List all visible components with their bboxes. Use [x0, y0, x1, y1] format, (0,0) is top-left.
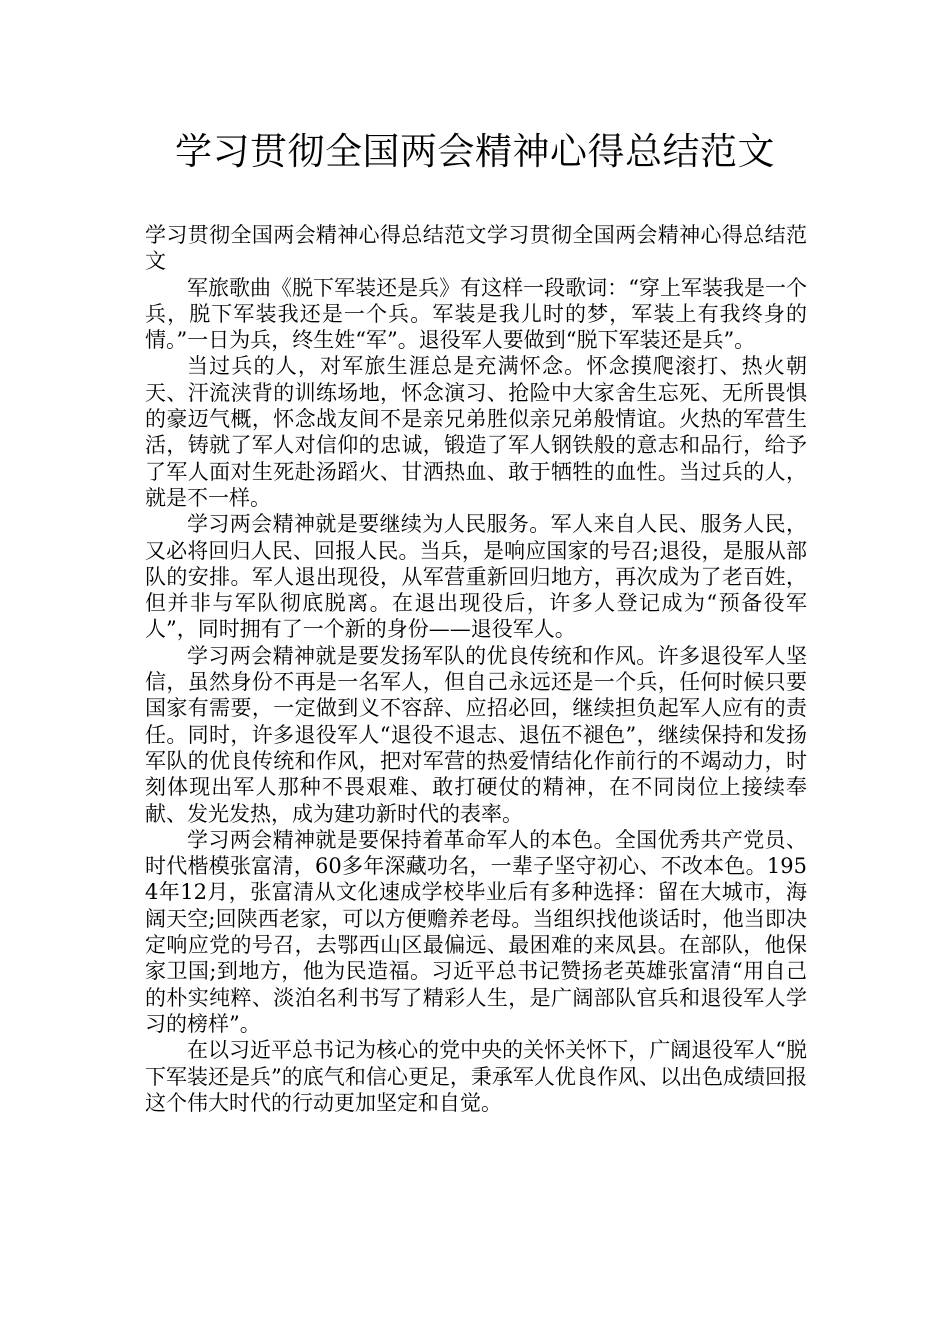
body-paragraph: 学习两会精神就是要保持着革命军人的本色。全国优秀共产党员、时代楷模张富清，60多年深藏功名，一辈子坚守初心、不改本色。1954年12月，张富清从文化速成学校毕业后有多种选择：留在大城市，海阔天空;回陕西老家，可以方便赡养老母。当组织找他谈话时，他当即决定响应党的号召，去鄂西山区最偏远、最困难的来凤县。在部队，他保家卫国;到地方，他为民造福。习近平总书记赞扬老英雄张富清“用自己的朴实纯粹、淡泊名利书写了精彩人生，是广阔部队官兵和退役军人学习的榜样”。: [145, 827, 807, 1036]
body-paragraph: 军旅歌曲《脱下军装还是兵》有这样一段歌词：“穿上军装我是一个兵，脱下军装我还是一个兵。军装是我儿时的梦，军装上有我终身的情。”一日为兵，终生姓“军”。退役军人要做到“脱下军装还是兵”。: [145, 275, 807, 353]
body-paragraph: 学习两会精神就是要继续为人民服务。军人来自人民、服务人民，又必将回归人民、回报人民。当兵，是响应国家的号召;退役，是服从部队的安排。军人退出现役，从军营重新回归地方，再次成为了老百姓，但并非与军队彻底脱离。在退出现役后，许多人登记成为“预备役军人”，同时拥有了一个新的身份——退役军人。: [145, 512, 807, 642]
body-paragraph: 学习两会精神就是要发扬军队的优良传统和作风。许多退役军人坚信，虽然身份不再是一名军人，但自己永远还是一个兵，任何时候只要国家有需要，一定做到义不容辞、应招必回，继续担负起军人应有的责任。同时，许多退役军人“退役不退志、退伍不褪色”，继续保持和发扬军队的优良传统和作风，把对军营的热爱情结化作前行的不竭动力，时刻体现出军人那种不畏艰难、敢打硬仗的精神，在不同岗位上接续奉献、发光发热，成为建功新时代的表率。: [145, 643, 807, 826]
body-paragraph: 当过兵的人，对军旅生涯总是充满怀念。怀念摸爬滚打、热火朝天、汗流浃背的训练场地，怀念演习、抢险中大家舍生忘死、无所畏惧的豪迈气概，怀念战友间不是亲兄弟胜似亲兄弟般情谊。火热的军营生活，铸就了军人对信仰的忠诚，锻造了军人钢铁般的意志和品行，给予了军人面对生死赴汤蹈火、甘洒热血、敢于牺牲的血性。当过兵的人，就是不一样。: [145, 354, 807, 510]
document-title: 学习贯彻全国两会精神心得总结范文: [175, 130, 775, 173]
body-paragraph: 在以习近平总书记为核心的党中央的关怀关怀下，广阔退役军人“脱下军装还是兵”的底气和信心更足，秉承军人优良作风、以出色成绩回报这个伟大时代的行动更加坚定和自觉。: [145, 1038, 807, 1115]
document-body: [145, 222, 807, 1116]
intro-paragraph: 学习贯彻全国两会精神心得总结范文学习贯彻全国两会精神心得总结范文: [145, 223, 807, 274]
